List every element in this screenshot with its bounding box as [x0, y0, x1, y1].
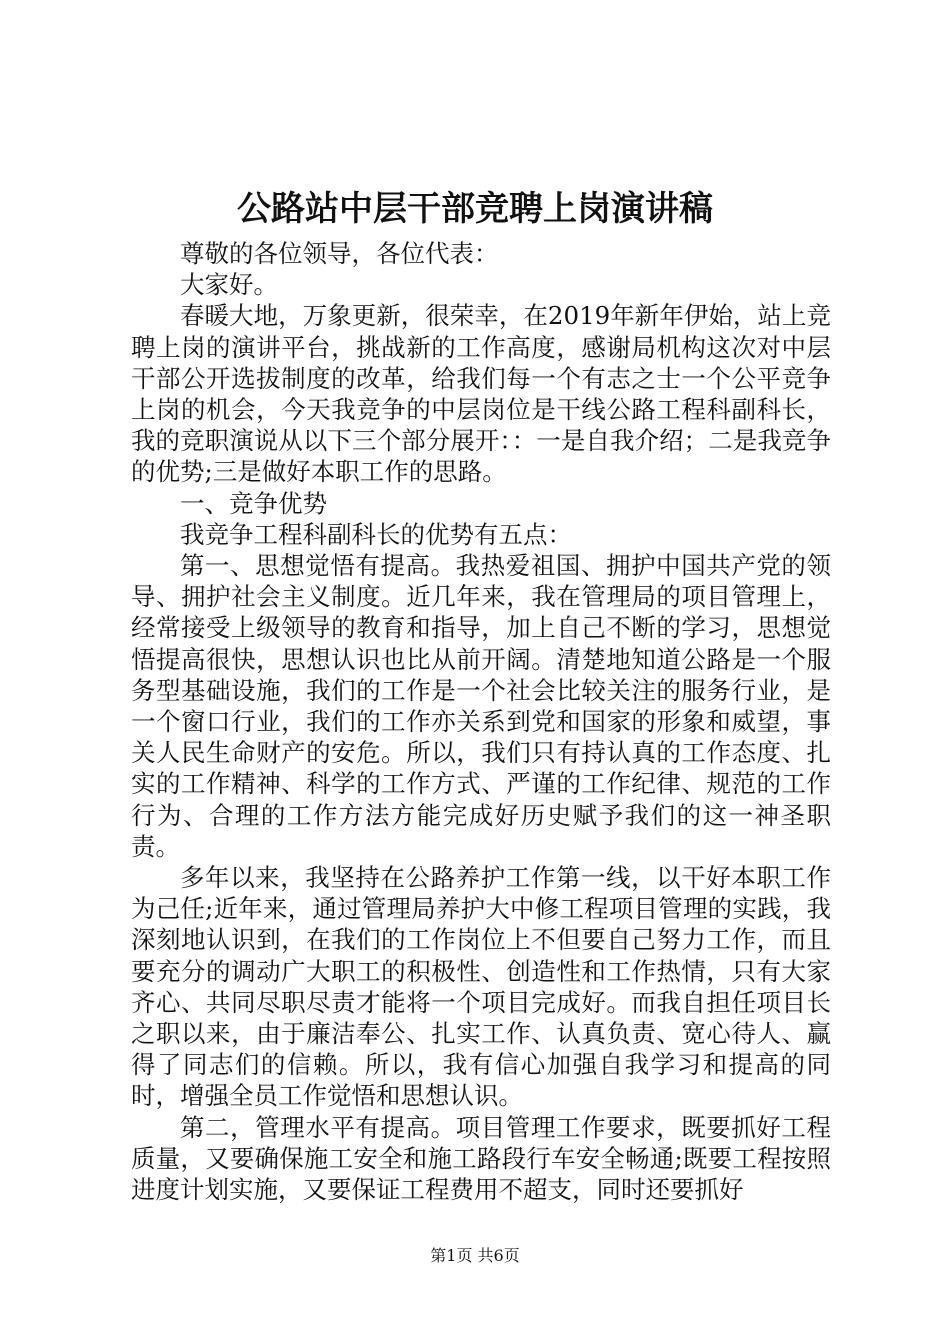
point-two-paragraph: 第二，管理水平有提高。项目管理工作要求，既要抓好工程质量，又要确保施工安全和施工路段行车安全畅通;既要工程按照进度计划实施，又要保证工程费用不超支，同时还要抓好 [131, 1112, 831, 1205]
page-title: 公路站中层干部竞聘上岗演讲稿 [237, 189, 713, 229]
point-one-paragraph: 第一、思想觉悟有提高。我热爱祖国、拥护中国共产党的领导、拥护社会主义制度。近几年来，我在管理局的项目管理上，经常接受上级领导的教育和指导，加上自己不断的学习，思想觉悟提高很快，思想认识也比从前开阔。清楚地知道公路是一个服务型基础设施，我们的工作是一个社会比较关注的服务行业，是一个窗口行业，我们的工作亦关系到党和国家的形象和威望，事关人民生命财产的安危。所以，我们只有持认真的工作态度、扎实的工作精神、科学的工作方式、严谨的工作纪律、规范的工作行为、合理的工作方法方能完成好历史赋予我们的这一神圣职责。 [131, 551, 831, 861]
intro-paragraph: 春暖大地，万象更新，很荣幸，在2019年新年伊始，站上竞聘上岗的演讲平台，挑战新的工作高度，感谢局机构这次对中层干部公开选拔制度的改革，给我们每一个有志之士一个公平竞争上岗的机会，今天我竞争的中层岗位是干线公路工程科副科长，我的竞职演说从以下三个部分展开：：一是自我介绍；二是我竞争的优势;三是做好本职工作的思路。 [131, 301, 831, 487]
section-heading: 一、竞争优势 [180, 488, 327, 518]
greeting: 大家好。 [180, 270, 278, 300]
document-body [131, 238, 831, 1205]
page-number-footer: 第1页 共6页 [430, 1246, 520, 1265]
section-intro: 我竞争工程科副科长的优势有五点： [180, 519, 572, 549]
experience-paragraph: 多年以来，我坚持在公路养护工作第一线，以干好本职工作为己任;近年来，通过管理局养护大中修工程项目管理的实践，我深刻地认识到，在我们的工作岗位上不但要自己努力工作，而且要充分的调动广大职工的积极性、创造性和工作热情，只有大家齐心、共同尽职尽责才能将一个项目完成好。而我自担任项目长之职以来，由于廉洁奉公、扎实工作、认真负责、宽心待人、赢得了同志们的信赖。所以，我有信心加强自我学习和提高的同时，增强全员工作觉悟和思想认识。 [131, 863, 831, 1111]
salutation: 尊敬的各位领导，各位代表： [180, 239, 499, 268]
